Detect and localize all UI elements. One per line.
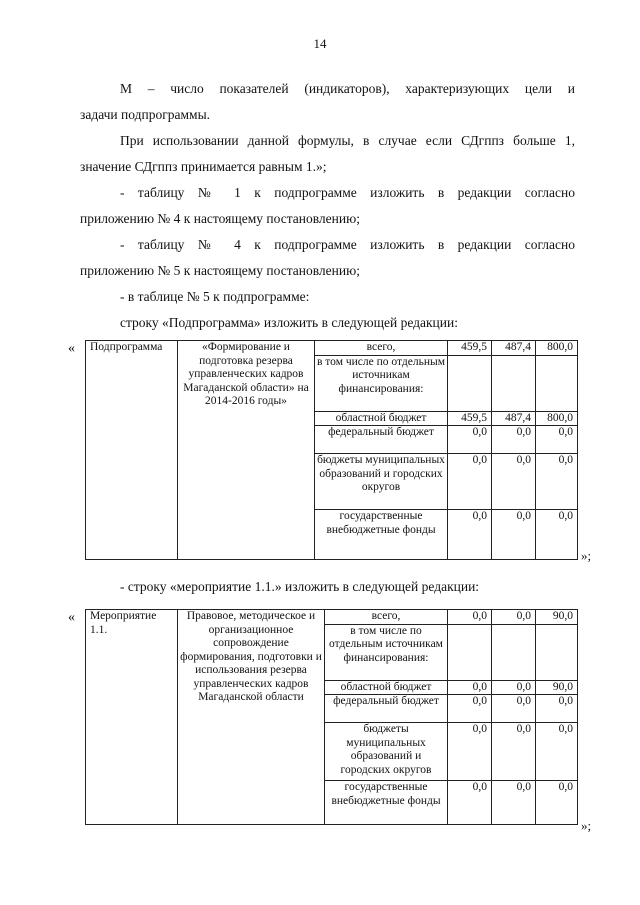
table2-value: 90,0 (536, 680, 578, 695)
table2-value: 0,0 (492, 680, 536, 695)
table1-row-label: федеральный бюджет (315, 426, 448, 454)
paragraph-formula-line1: При использовании данной формулы, в случае если СДгппз больше 1, (120, 133, 575, 148)
table1-value: 487,4 (492, 341, 536, 356)
table2-value (492, 624, 536, 680)
table1-title-cell: «Формирование и подготовка резерва управленческих кадров Магаданской области» на 2014-2016 годы» (178, 341, 315, 560)
table1-value: 459,5 (448, 411, 492, 426)
table1-value: 0,0 (536, 426, 578, 454)
table1-program-cell: Подпрограмма (86, 341, 178, 560)
table1-value: 0,0 (448, 454, 492, 510)
table1-row-label: бюджеты муниципальных образований и городских округов (315, 454, 448, 510)
table1-row-label: в том числе по отдельным источникам финансирования: (315, 355, 448, 411)
table2-row-label: федеральный бюджет (325, 695, 448, 723)
table2-value: 0,0 (448, 680, 492, 695)
measure-table (85, 609, 578, 825)
open-quote: « (68, 341, 75, 356)
table1-value: 459,5 (448, 341, 492, 356)
table2-value: 0,0 (536, 781, 578, 825)
table2-title-cell: Правовое, методическое и организационное сопровождение формирования, подготовки и использования резерва управленческих кадров Магаданской области (178, 610, 325, 825)
table1-row-label: всего, (315, 341, 448, 356)
table2-value: 90,0 (536, 610, 578, 625)
table2-value (448, 624, 492, 680)
table2-value: 0,0 (492, 723, 536, 781)
table2-value (536, 624, 578, 680)
table2-value: 0,0 (448, 610, 492, 625)
table1-row-label: государственные внебюджетные фонды (315, 510, 448, 560)
close-quote: »; (581, 818, 592, 833)
table2-value: 0,0 (492, 610, 536, 625)
paragraph-formula-line2: значение СДгппз принимается равным 1.»; (80, 159, 327, 174)
table1-value: 800,0 (536, 341, 578, 356)
table1-row-label: областной бюджет (315, 411, 448, 426)
table1-value: 0,0 (536, 454, 578, 510)
table1-value (536, 355, 578, 411)
table1-value: 0,0 (492, 454, 536, 510)
close-quote: »; (581, 548, 592, 563)
table1-value: 0,0 (448, 426, 492, 454)
table2-measure-cell: Мероприятие 1.1. (86, 610, 178, 825)
table1-value: 0,0 (448, 510, 492, 560)
table2-value: 0,0 (536, 723, 578, 781)
paragraph-m-definition-line1: М – число показателей (индикаторов), характеризующих цели и (120, 81, 575, 96)
paragraph-table1-line2: приложению № 4 к настоящему постановлению; (80, 211, 360, 226)
table2-row-label: областной бюджет (325, 680, 448, 695)
table2-value: 0,0 (492, 781, 536, 825)
table2-row-label: бюджеты муниципальных образований и городских округов (325, 723, 448, 781)
table2-value: 0,0 (448, 723, 492, 781)
subprogram-table (85, 340, 578, 560)
table1-value: 0,0 (492, 510, 536, 560)
table1-value: 0,0 (536, 510, 578, 560)
table2-row-label: всего, (325, 610, 448, 625)
paragraph-table5: - в таблице № 5 к подпрограмме: (120, 289, 310, 304)
paragraph-measure-row: - строку «мероприятие 1.1.» изложить в следующей редакции: (120, 579, 480, 594)
paragraph-table1-line1: - таблицу № 1 к подпрограмме изложить в редакции согласно (120, 185, 575, 200)
paragraph-table4-line1: - таблицу № 4 к подпрограмме изложить в редакции согласно (120, 237, 575, 252)
paragraph-table4-line2: приложению № 5 к настоящему постановлению; (80, 263, 360, 278)
table2-value: 0,0 (492, 695, 536, 723)
table2-row-label: государственные внебюджетные фонды (325, 781, 448, 825)
page-number: 14 (313, 36, 327, 51)
paragraph-subprogram-row: строку «Подпрограмма» изложить в следующей редакции: (120, 315, 458, 330)
table1-value (492, 355, 536, 411)
paragraph-m-definition-line2: задачи подпрограммы. (80, 107, 211, 122)
table1-value: 487,4 (492, 411, 536, 426)
open-quote: « (68, 610, 75, 625)
table2-row-label: в том числе по отдельным источникам финансирования: (325, 624, 448, 680)
table1-value (448, 355, 492, 411)
table1-value: 800,0 (536, 411, 578, 426)
table1-value: 0,0 (492, 426, 536, 454)
table2-value: 0,0 (536, 695, 578, 723)
table2-value: 0,0 (448, 695, 492, 723)
table2-value: 0,0 (448, 781, 492, 825)
